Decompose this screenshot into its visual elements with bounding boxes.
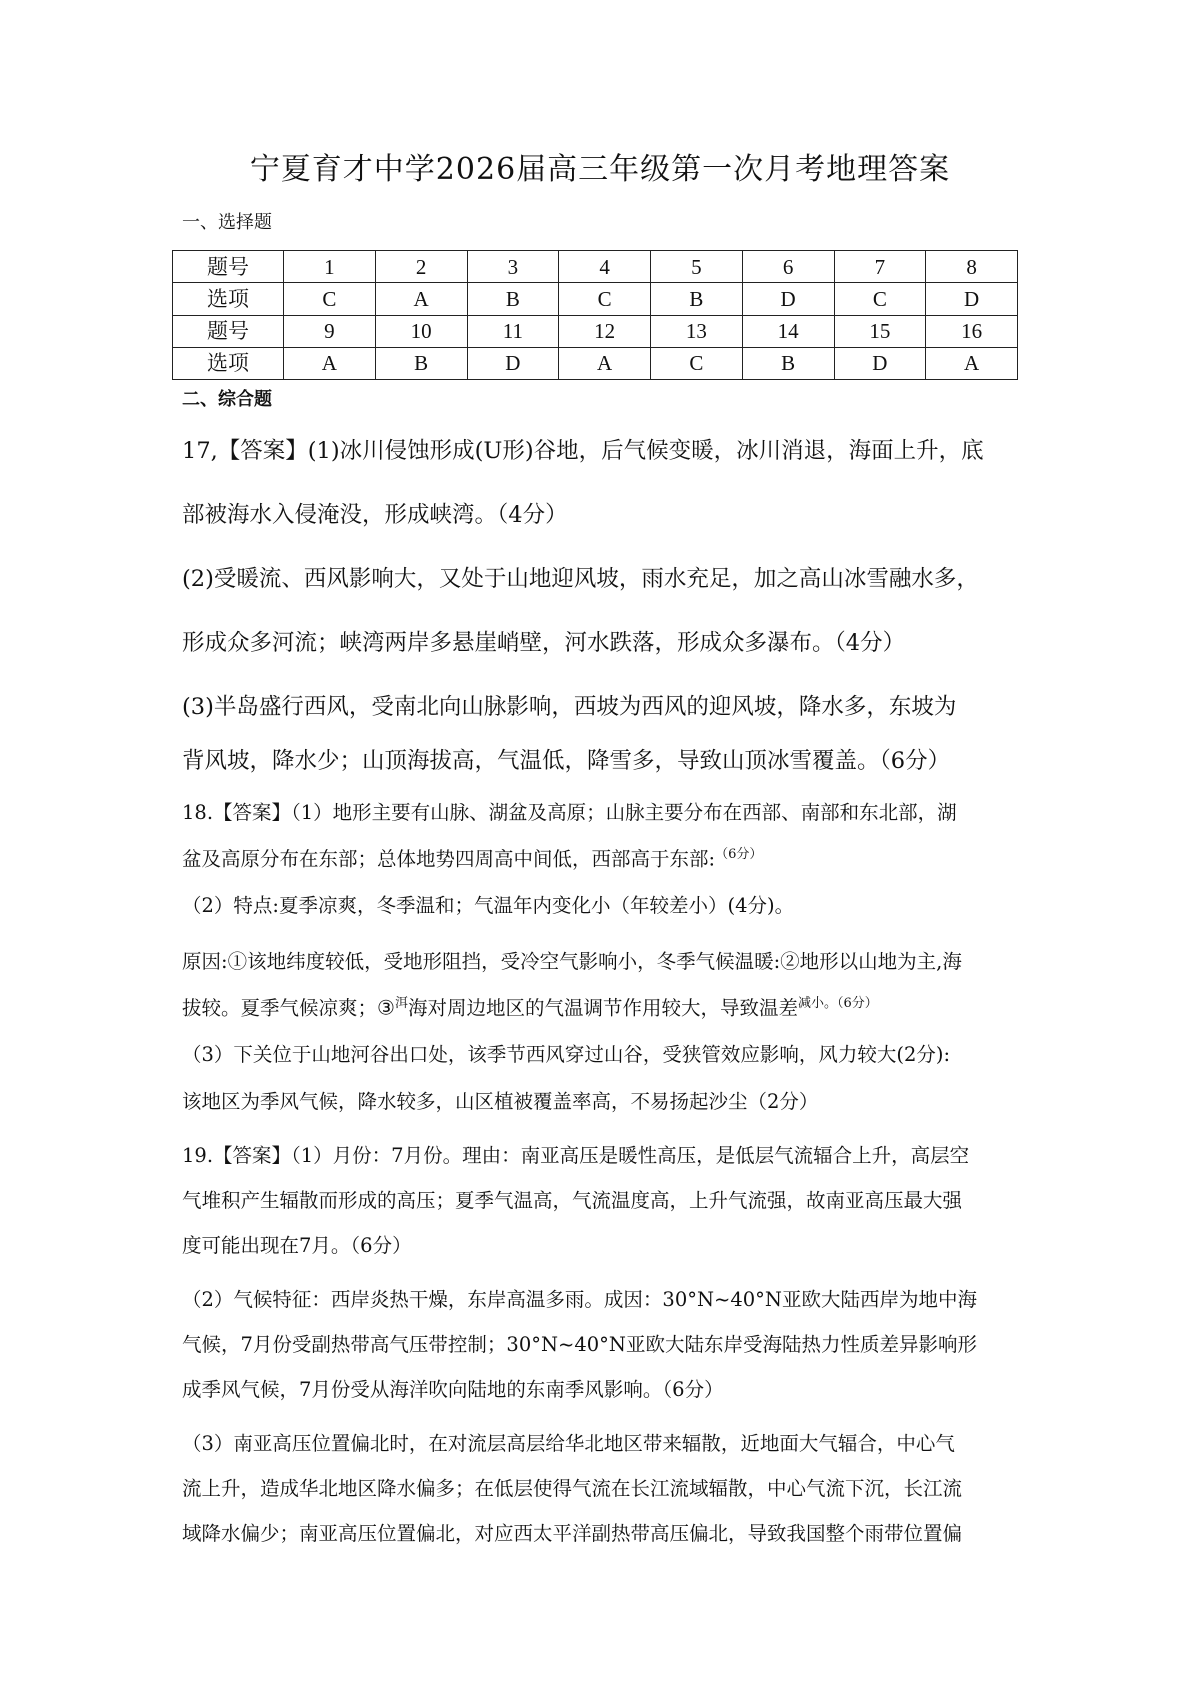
table-row	[173, 251, 1018, 283]
q18-line-2-text: 盆及高原分布在东部；总体地势四周高中间低，西部高于东部:	[182, 847, 716, 871]
q18-line-2-score: （6分）	[715, 847, 763, 862]
q17-line-4: 形成众多河流；峡湾两岸多悬崖峭壁，河水跌落，形成众多瀑布。（4分）	[182, 630, 906, 656]
table-cell: B	[651, 283, 743, 315]
table-cell: 4	[559, 251, 651, 283]
q17-line-6: 背风坡，降水少；山顶海拔高，气温低，降雪多，导致山顶冰雪覆盖。（6分）	[182, 748, 951, 774]
table-cell: D	[926, 283, 1018, 315]
q19-line-9: 域降水偏少；南亚高压位置偏北，对应西太平洋副热带高压偏北，导致我国整个雨带位置偏	[182, 1522, 963, 1545]
q19-line-1: 19.【答案】（1）月份：7月份。理由：南亚高压是暖性高压，是低层气流辐合上升，高层空	[182, 1144, 970, 1167]
table-cell: 6	[742, 251, 834, 283]
q18-line-3: （2）特点:夏季凉爽，冬季温和；气温年内变化小（年较差小）(4分)。	[182, 894, 795, 917]
q18-line-2	[182, 843, 1032, 872]
q19-line-2: 气堆积产生辐散而形成的高压；夏季气温高，气流温度高，上升气流强，故南亚高压最大强	[182, 1189, 963, 1212]
table-cell: 7	[834, 251, 926, 283]
answer-table	[172, 250, 1018, 380]
table-row-label: 选项	[173, 283, 284, 315]
q19-line-7: （3）南亚高压位置偏北时，在对流层高层给华北地区带来辐散，近地面大气辐合，中心气	[182, 1432, 955, 1455]
q18-line-5	[182, 992, 1032, 1021]
q18-circled-number-3: ③	[377, 995, 395, 1020]
q18-line-6: （3）下关位于山地河谷出口处，该季节西风穿过山谷，受狭管效应影响，风力较大(2分):	[182, 1043, 951, 1066]
table-cell: C	[651, 347, 743, 379]
table-cell: 1	[284, 251, 376, 283]
table-cell: A	[375, 283, 467, 315]
section-comprehensive-heading: 二、综合题	[182, 389, 272, 410]
table-cell: B	[375, 347, 467, 379]
table-cell: A	[559, 347, 651, 379]
table-cell: 9	[284, 315, 376, 347]
table-row-label: 题号	[173, 251, 284, 283]
table-cell: A	[284, 347, 376, 379]
document-title: 宁夏育才中学2026届高三年级第一次月考地理答案	[249, 152, 951, 187]
table-row	[173, 283, 1018, 315]
q19-line-3: 度可能出现在7月。（6分）	[182, 1234, 412, 1257]
q18-line-5-text-a: 拔较。夏季气候凉爽；	[182, 996, 378, 1020]
q19-line-8: 流上升，造成华北地区降水偏多；在低层使得气流在长江流域辐散，中心气流下沉，长江流	[182, 1477, 963, 1500]
q17-line-2: 部被海水入侵淹没，形成峡湾。（4分）	[182, 502, 568, 528]
table-cell: 10	[375, 315, 467, 347]
q18-line-5-small-char: 洱	[394, 996, 408, 1011]
q18-line-7: 该地区为季风气候，降水较多，山区植被覆盖率高，不易扬起沙尘（2分）	[182, 1090, 819, 1113]
table-cell: 12	[559, 315, 651, 347]
table-row-label: 选项	[173, 347, 284, 379]
table-cell: B	[742, 347, 834, 379]
table-row-label: 题号	[173, 315, 284, 347]
table-cell: D	[742, 283, 834, 315]
table-cell: 5	[651, 251, 743, 283]
q19-line-6: 成季风气候，7月份受从海洋吹向陆地的东南季风影响。（6分）	[182, 1378, 724, 1401]
section-multiple-choice-heading: 一、选择题	[182, 212, 272, 233]
table-cell: C	[834, 283, 926, 315]
q17-line-5: (3)半岛盛行西风，受南北向山脉影响，西坡为西风的迎风坡，降水多，东坡为	[182, 694, 957, 720]
table-cell: 13	[651, 315, 743, 347]
q17-line-3: (2)受暖流、西风影响大，又处于山地迎风坡，雨水充足，加之高山冰雪融水多，	[182, 566, 979, 592]
q19-line-5: 气候，7月份受副热带高气压带控制；30°N~40°N亚欧大陆东岸受海陆热力性质差异影响形	[182, 1333, 977, 1356]
q18-line-1: 18.【答案】（1）地形主要有山脉、湖盆及高原；山脉主要分布在西部、南部和东北部，湖	[182, 801, 957, 824]
table-cell: 11	[467, 315, 559, 347]
q19-line-4: （2）气候特征：西岸炎热干燥，东岸高温多雨。成因：30°N~40°N亚欧大陆西岸为地中海	[182, 1288, 977, 1311]
table-row	[173, 347, 1018, 379]
table-row	[173, 315, 1018, 347]
table-cell: B	[467, 283, 559, 315]
table-cell: 8	[926, 251, 1018, 283]
table-cell: 16	[926, 315, 1018, 347]
table-cell: D	[834, 347, 926, 379]
q18-line-5-score: 减小。（6分）	[797, 996, 878, 1011]
table-cell: 3	[467, 251, 559, 283]
q17-line-1: 17,【答案】(1)冰川侵蚀形成(U形)谷地，后气候变暖，冰川消退，海面上升，底	[182, 438, 984, 464]
table-cell: C	[284, 283, 376, 315]
table-cell: C	[559, 283, 651, 315]
table-cell: A	[926, 347, 1018, 379]
table-cell: D	[467, 347, 559, 379]
table-cell: 2	[375, 251, 467, 283]
q18-line-5-text-b: 海对周边地区的气温调节作用较大，导致温差	[407, 996, 798, 1020]
q18-line-4: 原因:①该地纬度较低，受地形阻挡，受冷空气影响小，冬季气候温暖:②地形以山地为主,海	[182, 950, 962, 973]
table-cell: 15	[834, 315, 926, 347]
table-cell: 14	[742, 315, 834, 347]
